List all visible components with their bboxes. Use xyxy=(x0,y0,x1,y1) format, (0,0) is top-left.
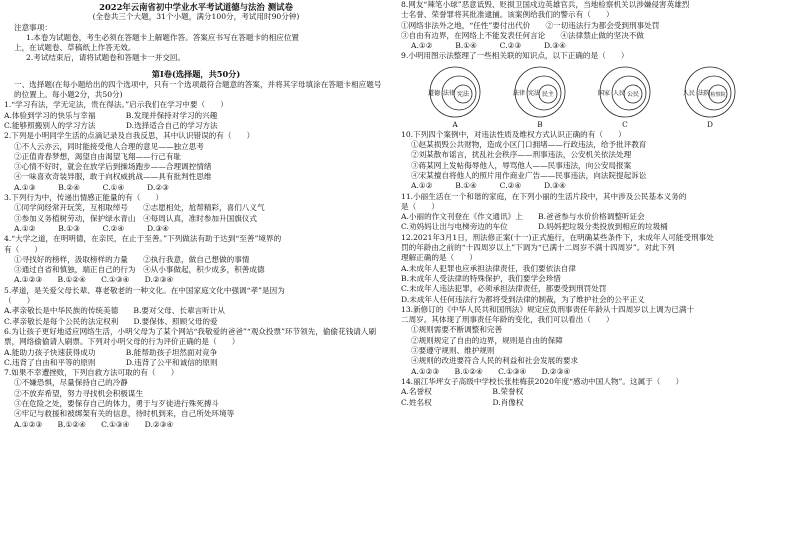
diagram-d-middle: 法院 xyxy=(697,89,711,97)
diagram-d-outer: 人民 xyxy=(682,89,696,97)
diagram-b xyxy=(504,64,576,130)
diagram-c-inner: 公民 xyxy=(626,90,640,98)
question-line: ③通过自省和慎独，端正自己的行为 ④从小事做起，积少成多，积善成德 xyxy=(14,265,265,275)
diagram-a-label: A xyxy=(452,119,458,129)
diagram-b-circles xyxy=(504,64,576,120)
question-line: 理解正确的是（ ） xyxy=(401,253,477,263)
diagram-b-label: B xyxy=(537,119,543,129)
question-line: 13.新修订的《中华人民共和国刑法》规定应负刑事责任年龄从十四周岁以上调为已满十 xyxy=(401,304,695,314)
notice-line: 1.本卷为试题卷，考生必须在答题卡上解题作答。答案应书写在答题卡的相应位置 xyxy=(26,32,300,42)
exam-subtitle: (全卷共三个大题，31个小题，满分100分，考试用时90分钟) xyxy=(92,12,300,22)
question-line: ③蒋某网上发帖侮辱他人，辱骂他人——民事违法，向公安局报案 xyxy=(411,160,632,170)
question-line: A.体验到学习的快乐与幸福 B.发现并保持对学习的兴趣 xyxy=(4,110,218,120)
question-line: 是（ ） xyxy=(401,201,439,211)
question-line: A.①② B.①④ C.②④ D.③④ xyxy=(411,181,566,191)
question-line: 1.“学习有法，学无定法，贵在得法。”启示我们在学习中要（ ） xyxy=(4,100,228,110)
question-line: A.①②③ B.①②④ C.①③④ D.②③④ xyxy=(411,366,571,376)
exam-title: 2022年云南省初中学业水平考试道德与法治 测试卷 xyxy=(99,2,293,12)
question-line: ④一味喜欢奇装异服，敢于向权威挑战——具有批判性思维 xyxy=(14,172,212,182)
question-line: ①网络非法外之地，“任性”要付出代价 ②一切违法行为都会受到刑事处罚 xyxy=(401,20,660,30)
question-line: ①不人云亦云，同时能接受他人合理的意见——独立思考 xyxy=(14,141,204,151)
question-line: ①赵某损毁公共财物，造成小区门口拥堵——行政违法，给予批评教育 xyxy=(411,140,647,150)
question-line: ③自由有边界，在网络上不能发表任何言论 ④法律禁止做的坚决不做 xyxy=(401,30,644,40)
question-line: A.①②③ B.①②④ C.①③④ D.②③④ xyxy=(14,275,174,285)
question-line: 12.2021年3月1日，刑法修正案(十一)正式施行，在明确某些条件下，未成年人可能受刑事处 xyxy=(401,232,714,242)
diagram-a-inner: 宪法 xyxy=(456,90,470,98)
question-line: C.孝亲敬长是每个公民的法定权利 D.要保体、照顾父母的爱 xyxy=(4,316,218,326)
question-line: 6.为让孩子更好地适应网络生活，小明父母为了某个网站“我敬爱的爸爸”“观众投票”环节领先，偷偷花钱请人刷票，网络偷偷请人刷票。下列对小明父母的行为评价正确的是（ ） xyxy=(4,326,377,347)
diagram-d-label: D xyxy=(707,119,713,129)
diagram-b-inner: 民主 xyxy=(541,90,555,98)
question-line: ③在危险之处，要保存自己的体力，勇于与歹徒进行殊死搏斗 xyxy=(14,398,220,408)
question-line: A.①③ B.②④ C.①④ D.②③ xyxy=(14,182,169,192)
question-line: ④宋某擅自将他人的照片用作商业广告——民事违法，向法院提起诉讼 xyxy=(411,170,647,180)
question-line: ③要遵守规则、维护规则 xyxy=(411,346,495,356)
section-intro: 一、选择题(在每小题给出的四个选项中，只有一个选项最符合题意的答案，并将其字母填涂在答题卡相应题号的位置上。每小题2分，共50分) xyxy=(14,79,382,100)
question-line: ②正值青春梦想，渴望自由渴望飞翔——行己有耻 xyxy=(14,151,182,161)
question-line: ①寻找好的榜样，汲取榜样的力量 ②执行我意，做自己想做的事情 xyxy=(14,254,250,264)
diagram-c-circles xyxy=(589,64,661,120)
question-line: 11.小丽生活在一个和谐的家庭，在下列小丽的生活片段中，其中涉及公民基本义务的 xyxy=(401,191,687,201)
question-line: ②刘某散布谣言，扰乱社会秩序——刑事违法，公安机关依法处理 xyxy=(411,150,632,160)
question-line: 7.如果不幸遭挫败，下列自救方法可取的有（ ） xyxy=(4,368,179,378)
question-line: ①同学间经常开玩笑，互相取绰号 ②志愿相处，尬帮精彩，喜们八义气 xyxy=(14,203,265,213)
question-line: 8.网友“辣笔小球”恶意诋毁、贬损卫国戍边英雄官兵，当地检察机关以涉嫌侵害英雄烈 xyxy=(401,0,690,9)
question-line: 罚的年龄由之前的“十四周岁以上”下调为“已满十二周岁不满十四周岁”。对此下列 xyxy=(401,243,675,253)
diagram-d xyxy=(674,64,746,130)
question-line: ④牢记与救援和被绑架有关的信息，待时机到来，自己所处环境等 xyxy=(14,409,235,419)
question-line: A.孝亲敬长是中华民族的传统美德 B.要对父母、长辈言听计从 xyxy=(4,306,225,316)
question-line: ①不嫌恐惧，尽量保持自己的冷静 xyxy=(14,378,128,388)
notice-line: 上，在试题卷、草稿纸上作答无效。 xyxy=(14,43,136,53)
question-line: 14.丽江华坪女子高级中学校长张桂梅获2020年度“感动中国人物”。这属于（ ） xyxy=(401,376,684,386)
question-line: C.能够照搬别人的学习方法 D.选择适合自己的学习方法 xyxy=(4,120,218,130)
diagram-d-inner: 检察院 xyxy=(710,91,726,98)
diagram-a-middle: 法律 xyxy=(442,89,456,97)
question-line: ③心情不好时，就会在放学后到操场跑步——合理调控情绪 xyxy=(14,162,212,172)
left-column xyxy=(4,0,388,560)
diagram-c-label: C xyxy=(622,119,628,129)
diagram-a xyxy=(419,64,491,130)
question-line: C.未成年人违法犯罪，必须承担法律责任，都要受到刑罚处罚 xyxy=(401,284,607,294)
question-line: （ ） xyxy=(4,296,35,306)
diagram-d-circles xyxy=(674,64,746,120)
question-line: 5.孝道，是关爱父母长辈、尊老敬老的一种文化。在中国家庭文化中强调“孝”是因为 xyxy=(4,285,285,295)
question-line: A.①②③ B.①②④ C.①③④ D.②③④ xyxy=(14,419,174,429)
question-line: 4.“大学之道，在明明德，在亲民，在止于至善。”下列做法有助于达到“至善”境界的 xyxy=(4,234,282,244)
question-line: A.名誉权 B.荣誉权 xyxy=(401,387,524,397)
diagram-c-outer: 国家 xyxy=(597,89,611,97)
question-line: C.违背了自由和平等的原则 D.违背了公平和诚信的原则 xyxy=(4,357,218,367)
concept-diagrams xyxy=(401,64,785,130)
question-line: D.未成年人任何违法行为都将受到法律的制裁，为了维护社会的公平正义 xyxy=(401,294,645,304)
question-line: A.①② B.①③ C.②④ D.③④ xyxy=(14,223,169,233)
question-line: 10.下列四个案例中，对违法性质及维权方式认识正确的有（ ） xyxy=(401,129,626,139)
diagram-b-middle: 宪法 xyxy=(527,89,541,97)
right-column xyxy=(401,0,785,560)
question-line: 士名誉、荣誉罪将其批准逮捕。该案例给我们的警示有（ ） xyxy=(401,10,614,20)
question-line: C.姓名权 D.肖像权 xyxy=(401,397,524,407)
question-line: ④规则的改进要符合人民的利益和社会发展的要求 xyxy=(411,356,579,366)
question-line: A.未成年人犯罪也应承担法律责任，我们要依法自律 xyxy=(401,263,576,273)
question-line: B.未成年人受法律的特殊保护，我们要学会珍惜 xyxy=(401,273,561,283)
question-line: ①规则需要不断调整和完善 xyxy=(411,325,503,335)
question-line: C.劝妈妈让出与电梯旁边的车位 D.妈妈把垃圾分类投放到相应的垃圾桶 xyxy=(401,222,668,232)
diagram-c xyxy=(589,64,661,130)
question-line: ③参加义务植树劳动，保护绿水青山 ④每周认真，准时参加升国旗仪式 xyxy=(14,213,257,223)
question-line: 有（ ） xyxy=(4,244,42,254)
question-line: ②不放弃希望，努力寻找机会积极谋生 xyxy=(14,388,144,398)
question-line: 3.下列行为中，传递出情感正能量的有（ ） xyxy=(4,193,164,203)
question-line: 2.下列是小明同学生活的点滴记录及自我反思，其中认识错误的有（ ） xyxy=(4,131,255,141)
question-line: A.小丽的作文刊登在《作文通讯》上 B.爸爸参与水价价格调整听证会 xyxy=(401,212,645,222)
diagram-b-outer: 法律 xyxy=(512,89,526,97)
question-line: 9.小明用图示法整理了一些相关联的知识点，以下正确的是（ ） xyxy=(401,51,629,61)
diagram-a-outer: 道德 xyxy=(427,89,441,97)
question-line: 二周岁。其体现了刑事责任年龄的变化，我们可以看出（ ） xyxy=(401,315,614,325)
question-line: A.能助力孩子快速获得成功 B.能帮助孩子坦然面对竞争 xyxy=(4,347,218,357)
diagram-c-middle: 人民 xyxy=(612,89,626,97)
diagram-a-circles xyxy=(419,64,491,120)
section-title: 第Ⅰ卷(选择题，共50分) xyxy=(151,68,241,79)
question-line: ②规则规定了自由的边界，规则是自由的保障 xyxy=(411,335,563,345)
notice-line: 2.考试结束后，请将试题卷和答题卡一并交回。 xyxy=(26,53,186,63)
question-line: A.①② B.①④ C.②③ D.③④ xyxy=(411,41,566,51)
notice-title: 注意事项： xyxy=(14,22,52,32)
